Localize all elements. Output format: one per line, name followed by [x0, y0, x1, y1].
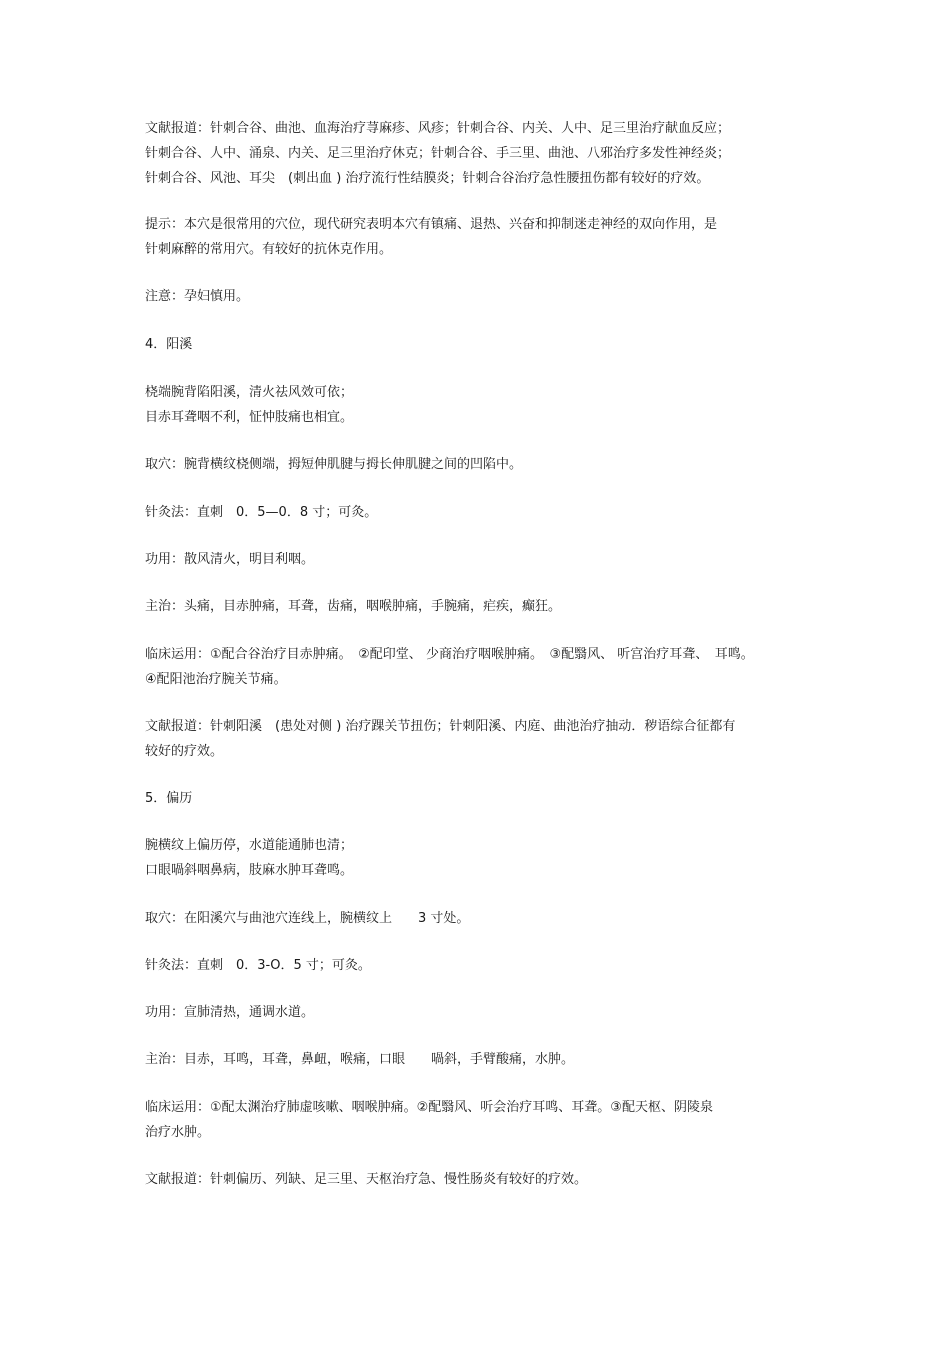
paragraph-quxue-pianli: [145, 906, 835, 931]
section-heading-pianli: [145, 786, 835, 811]
text-line: 文献报道：针刺合谷、曲池、血海治疗荨麻疹、风疹；针刺合谷、内关、人中、足三里治疗献血反应；: [145, 121, 731, 136]
paragraph-tishi-hegu: [145, 212, 835, 262]
text-line: 针刺合谷、人中、涌泉、内关、足三里治疗休克；针刺合谷、手三里、曲池、八邪治疗多发性神经炎；: [145, 146, 731, 161]
text-line: 针灸法：直刺 0．5—0．8 寸；可灸。: [145, 505, 378, 520]
text-line: 提示：本穴是很常用的穴位，现代研究表明本穴有镇痛、退热、兴奋和抑制迷走神经的双向作用，是: [145, 217, 718, 232]
paragraph-gejue-pianli: [145, 833, 835, 883]
text-line: 功用：宣肺清热，通调水道。: [145, 1005, 315, 1020]
paragraph-gongyong-pianli: [145, 1000, 835, 1025]
paragraph-gejue-yangxi: [145, 380, 835, 430]
text-line: 桡端腕背陷阳溪，清火祛风效可依；: [145, 385, 354, 400]
paragraph-wenxian-hegu: [145, 116, 835, 191]
text-line: 针刺合谷、风池、耳尖 (刺出血 ) 治疗流行性结膜炎；针刺合谷治疗急性腰扭伤都有较好的疗效。: [145, 171, 710, 186]
text-line: 临床运用：①配太渊治疗肺虚咳嗽、咽喉肿痛。②配翳风、听会治疗耳鸣、耳聋。③配天枢、阴陵泉: [145, 1100, 713, 1115]
text-line: 文献报道：针刺阳溪 (患处对侧 ) 治疗踝关节扭伤；针刺阳溪、内庭、曲池治疗抽动．秽语综合征都有: [145, 719, 736, 734]
text-line: 功用：散风清火，明目利咽。: [145, 552, 315, 567]
text-line: 取穴：在阳溪穴与曲池穴连线上，腕横纹上 3 寸处。: [145, 911, 470, 926]
text-line: 临床运用：①配合谷治疗目赤肿痛。 ②配印堂、 少商治疗咽喉肿痛。 ③配翳风、 听宫治疗耳聋、 耳鸣。: [145, 647, 754, 662]
text-line: ④配阳池治疗腕关节痛。: [145, 672, 287, 687]
text-line: 文献报道：针刺偏历、列缺、足三里、天枢治疗急、慢性肠炎有较好的疗效。: [145, 1172, 588, 1187]
text-line: 注意：孕妇慎用。: [145, 289, 250, 304]
paragraph-zhuzhi-pianli: [145, 1047, 835, 1072]
paragraph-wenxian-pianli: [145, 1167, 835, 1192]
section-heading-yangxi: [145, 332, 835, 357]
text-line: 较好的疗效。: [145, 744, 224, 759]
heading-text: 4．阳溪: [145, 337, 193, 352]
text-line: 口眼喎斜咽鼻病，肢麻水肿耳聋鸣。: [145, 863, 354, 878]
text-line: 针刺麻醉的常用穴。有较好的抗休克作用。: [145, 242, 393, 257]
text-line: 目赤耳聋咽不利，怔忡肢痛也相宜。: [145, 410, 354, 425]
paragraph-zhenjiu-yangxi: [145, 500, 835, 525]
paragraph-linchuang-pianli: [145, 1095, 835, 1145]
text-line: 取穴：腕背横纹桡侧端，拇短伸肌腱与拇长伸肌腱之间的凹陷中。: [145, 457, 523, 472]
text-line: 主治：头痛，目赤肿痛，耳聋，齿痛，咽喉肿痛，手腕痛，疟疾，癫狂。: [145, 599, 562, 614]
text-line: 治疗水肿。: [145, 1125, 211, 1140]
text-line: 针灸法：直刺 0．3-O．5 寸；可灸。: [145, 958, 371, 973]
paragraph-gongyong-yangxi: [145, 547, 835, 572]
paragraph-zhuzhi-yangxi: [145, 594, 835, 619]
paragraph-wenxian-yangxi: [145, 714, 835, 764]
text-line: 主治：目赤，耳鸣，耳聋，鼻衄，喉痛，口眼 喎斜，手臂酸痛，水肿。: [145, 1052, 575, 1067]
heading-text: 5．偏历: [145, 791, 193, 806]
paragraph-linchuang-yangxi: [145, 642, 835, 692]
paragraph-quxue-yangxi: [145, 452, 835, 477]
paragraph-zhenjiu-pianli: [145, 953, 835, 978]
paragraph-zhuyi-hegu: [145, 284, 835, 309]
text-line: 腕横纹上偏历停，水道能通肺也清；: [145, 838, 354, 853]
